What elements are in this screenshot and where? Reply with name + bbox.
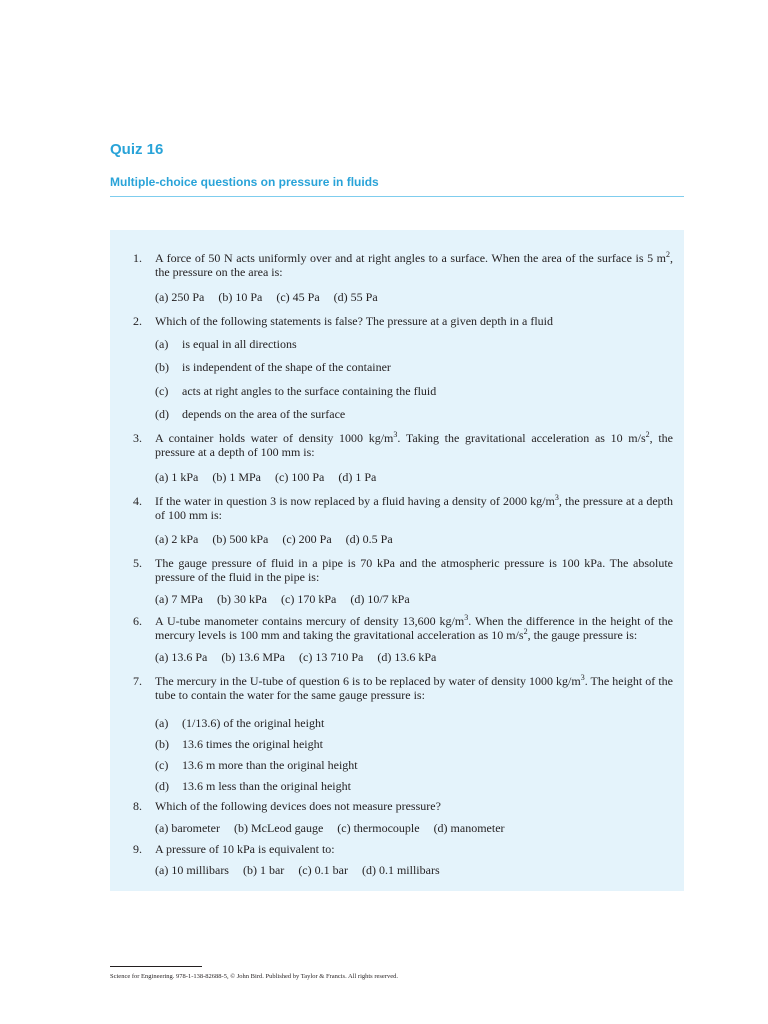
option-label: (d) [155, 779, 169, 793]
question-text: The gauge pressure of fluid in a pipe is 70 kPa and the atmospheric pressure is 100 kPa. The absolute pressure of the fluid in the pipe is: [155, 556, 673, 584]
divider [110, 196, 684, 197]
option-label: (a) [155, 716, 169, 730]
option-label: (d) [155, 407, 169, 421]
answer-option: (d) 0.5 Pa [345, 532, 393, 546]
answer-option: (b) 500 kPa [212, 532, 269, 546]
answer-option: (a) 7 MPa [155, 592, 203, 606]
answer-option [155, 407, 345, 421]
option-text: depends on the area of the surface [182, 407, 346, 421]
answer-option: (d) 0.1 millibars [361, 863, 440, 877]
option-text: 13.6 m less than the original height [182, 779, 351, 793]
answer-option: (c) 0.1 bar [298, 863, 348, 877]
question-number: 3. [133, 431, 142, 445]
question-number: 2. [133, 314, 142, 328]
question-number: 7. [133, 674, 142, 688]
option-label: (b) [155, 360, 169, 374]
answer-options [155, 532, 407, 546]
answer-options [155, 592, 424, 606]
answer-option: (d) 13.6 kPa [377, 650, 437, 664]
option-label: (b) [155, 737, 169, 751]
answer-option: (c) 100 Pa [275, 470, 325, 484]
question-5 [133, 556, 673, 584]
option-text: 13.6 m more than the original height [182, 758, 358, 772]
option-text: is independent of the shape of the container [182, 360, 391, 374]
question-1 [133, 251, 673, 279]
answer-option: (a) barometer [155, 821, 220, 835]
answer-option: (d) 55 Pa [333, 290, 378, 304]
answer-options [155, 470, 390, 484]
option-label: (c) [155, 758, 169, 772]
question-2 [133, 314, 673, 328]
question-number: 9. [133, 842, 142, 856]
answer-option: (c) 45 Pa [276, 290, 320, 304]
question-text: A U-tube manometer contains mercury of density 13,600 $kg/m^3$. When the difference in the height of the mercury levels is 100 mm and taking the gravitational acceleration as 10 $m/s^2$, the gauge pressure is: [155, 613, 673, 642]
option-label: (c) [155, 384, 169, 398]
answer-option: (c) 13 710 Pa [299, 650, 364, 664]
question-text: If the water in question 3 is now replaced by a fluid having a density of 2000 $kg/m^3$, the pressure at a depth of 100 mm is: [155, 493, 673, 522]
quiz-subtitle: Multiple-choice questions on pressure in fluids [110, 175, 379, 189]
answer-option: (c) thermocouple [337, 821, 420, 835]
question-number: 5. [133, 556, 142, 570]
answer-options [155, 821, 519, 835]
answer-option: (b) 1 MPa [212, 470, 261, 484]
quiz-title: Quiz 16 [110, 141, 164, 158]
question-text: A container holds water of density 1000 $kg/m^3$. Taking the gravitational acceleration as 10 $m/s^2$, the pressure at a depth of 100 mm is: [155, 430, 673, 459]
answer-option: (a) 1 kPa [155, 470, 199, 484]
answer-option: (d) 1 Pa [338, 470, 377, 484]
question-4 [133, 494, 673, 522]
answer-option: (b) McLeod gauge [233, 821, 324, 835]
answer-option: (d) 10/7 kPa [350, 592, 410, 606]
question-7 [133, 674, 673, 702]
question-text: Which of the following statements is false? The pressure at a given depth in a fluid [155, 314, 553, 328]
option-text: is equal in all directions [182, 337, 297, 351]
question-number: 6. [133, 614, 142, 628]
answer-option: (b) 1 bar [242, 863, 285, 877]
question-8 [133, 799, 673, 813]
answer-option: (d) manometer [433, 821, 505, 835]
question-text: A force of 50 N acts uniformly over and at right angles to a surface. When the area of the surface is 5 $m^2$, the pressure on the area is: [155, 250, 673, 279]
answer-option: (a) 10 millibars [155, 863, 229, 877]
question-9 [133, 842, 673, 856]
answer-options [155, 290, 392, 304]
option-label: (a) [155, 337, 169, 351]
footnote-rule [110, 966, 202, 967]
answer-option: (b) 10 Pa [218, 290, 263, 304]
question-text: A pressure of 10 kPa is equivalent to: [155, 842, 335, 856]
answer-option [155, 716, 324, 730]
answer-option: (b) 13.6 MPa [221, 650, 285, 664]
question-text: The mercury in the U-tube of question 6 is to be replaced by water of density 1000 $kg/m^3$. The height of the tube to contain the water for the same gauge pressure is: [155, 673, 674, 702]
question-3 [133, 431, 673, 459]
option-text: 13.6 times the original height [182, 737, 323, 751]
footnote: Science for Engineering. 978-1-138-82688-5, © John Bird. Published by Taylor & Francis. All rights reserved. [110, 973, 398, 980]
answer-option: (c) 170 kPa [281, 592, 337, 606]
answer-option [155, 758, 358, 772]
question-number: 4. [133, 494, 142, 508]
option-text: (1/13.6) of the original height [182, 716, 325, 730]
answer-option: (a) 2 kPa [155, 532, 199, 546]
answer-option: (b) 30 kPa [217, 592, 267, 606]
answer-option: (c) 200 Pa [282, 532, 332, 546]
question-number: 8. [133, 799, 142, 813]
answer-options [155, 650, 450, 664]
question-number: 1. [133, 251, 142, 265]
question-6 [133, 614, 673, 642]
answer-option [155, 737, 323, 751]
question-text: Which of the following devices does not measure pressure? [155, 799, 441, 813]
answer-option: (a) 13.6 Pa [155, 650, 208, 664]
answer-options [155, 863, 454, 877]
answer-option [155, 337, 297, 351]
answer-option [155, 779, 351, 793]
answer-option [155, 384, 436, 398]
option-text: acts at right angles to the surface containing the fluid [182, 384, 437, 398]
answer-option: (a) 250 Pa [155, 290, 205, 304]
answer-option [155, 360, 391, 374]
